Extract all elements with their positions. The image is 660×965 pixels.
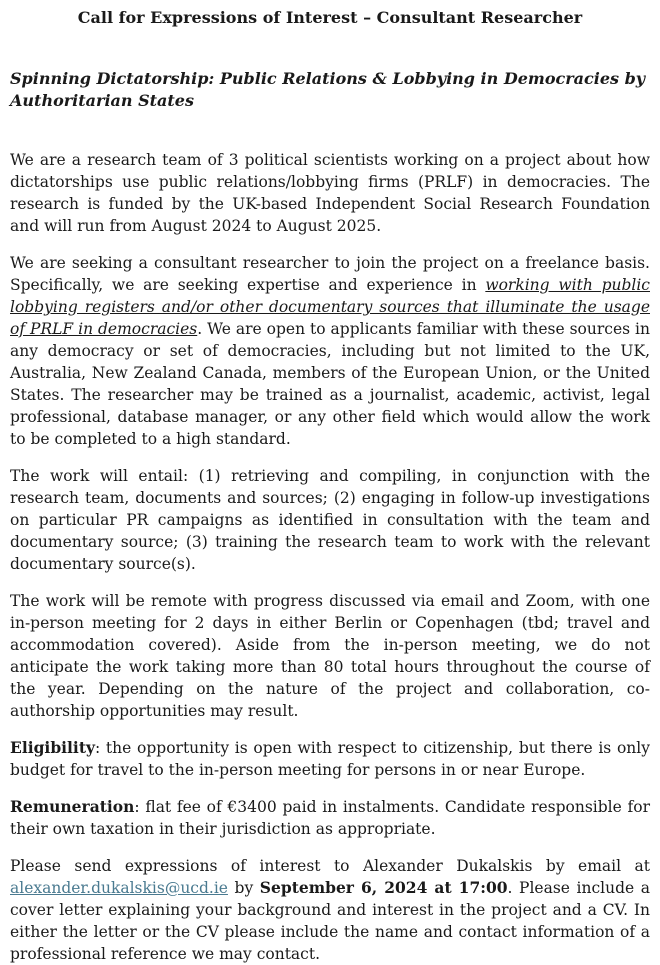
text-run: by bbox=[227, 879, 260, 897]
document-title: Call for Expressions of Interest – Consultant Researcher bbox=[77, 8, 583, 27]
document-subtitle: Spinning Dictatorship: Public Relations & Lobbying in Democracies by Authoritarian States bbox=[10, 69, 646, 110]
paragraph-work-entail bbox=[10, 465, 650, 575]
paragraph-seeking bbox=[10, 252, 650, 450]
paragraph-apply bbox=[10, 855, 650, 965]
email-link[interactable]: alexander.dukalskis@ucd.ie bbox=[10, 879, 228, 897]
paragraph-eligibility bbox=[10, 737, 650, 781]
text-run: We are seeking a consultant researcher to join the project on a freelance basis. Specifically, we are seeking expertise and experience in bbox=[10, 254, 650, 294]
text-run: : the opportunity is open with respect to citizenship, but there is only budget for travel to the in-person meeting for persons in or near Europe. bbox=[10, 739, 650, 779]
text-run: The work will entail: (1) retrieving and compiling, in conjunction with the research team, documents and sources; (2) engaging in follow-up investigations on particular PR campaigns as identified in consultation with the team and documentary source; (3) training the research team to work with the relevant documentary source(s). bbox=[10, 467, 650, 573]
text-run: We are a research team of 3 political scientists working on a project about how dictatorships use public relations/lobbying firms (PRLF) in democracies. The research is funded by the UK-based Independent Social Research Foundation and will run from August 2024 to August 2025. bbox=[10, 151, 650, 235]
text-run: . Please include a cover letter explaining your background and interest in the project and a CV. In either the letter or the CV please include the name and contact information of a professional reference we may contact. bbox=[10, 879, 650, 963]
paragraph-logistics bbox=[10, 590, 650, 722]
paragraph-remuneration bbox=[10, 796, 650, 840]
paragraph-intro bbox=[10, 149, 650, 237]
remuneration-label: Remuneration bbox=[10, 797, 135, 816]
text-run: The work will be remote with progress discussed via email and Zoom, with one in-person meeting for 2 days in either Berlin or Copenhagen (tbd; travel and accommodation covered). Aside from the in-person meeting, we do not anticipate the work taking more than 80 total hours throughout the course of the year. Depending on the nature of the project and collaboration, co-authorship opportunities may result. bbox=[10, 592, 650, 720]
text-run: Please send expressions of interest to Alexander Dukalskis by email at bbox=[10, 857, 650, 875]
text-run: . We are open to applicants familiar with these sources in any democracy or set of democracies, including but not limited to the UK, Australia, New Zealand Canada, members of the European Union, or the United States. The researcher may be trained as a journalist, academic, activist, legal professional, database manager, or any other field which would allow the work to be completed to a high standard. bbox=[10, 320, 650, 448]
deadline-text: September 6, 2024 at 17:00 bbox=[259, 878, 508, 897]
eligibility-label: Eligibility bbox=[10, 738, 95, 757]
text-run: : flat fee of €3400 paid in instalments. Candidate responsible for their own taxation in their jurisdiction as appropriate. bbox=[10, 798, 650, 838]
key-phrase-underlined: working with public lobbying registers and/or other documentary sources that illuminate the usage of PRLF in democracies bbox=[10, 276, 650, 338]
